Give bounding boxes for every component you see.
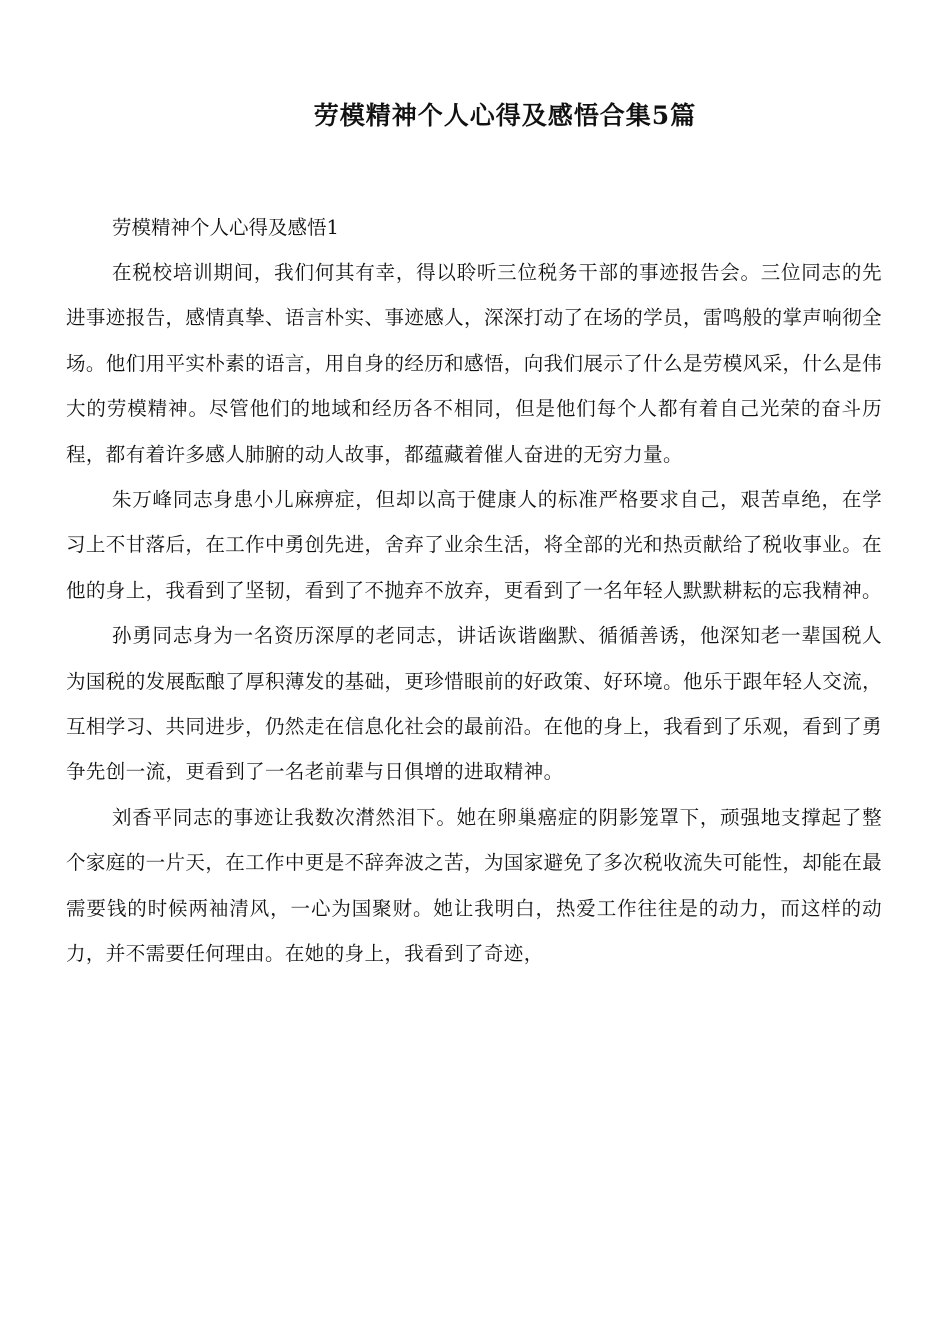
section-heading: 劳模精神个人心得及感悟1 [112,216,339,239]
paragraph-3: 孙勇同志身为一名资历深厚的老同志，讲话诙谐幽默、循循善诱，他深知老一辈国税人为国税的发展酝酿了厚积薄发的基础，更珍惜眼前的好政策、好环境。他乐于跟年轻人交流，互相学习、共同进步，仍然走在信息化社会的最前沿。在他的身上，我看到了乐观，看到了勇争先创一流，更看到了一名老前辈与日俱增的进取精神。 [66,624,882,784]
paragraph-2: 朱万峰同志身患小儿麻痹症，但却以高于健康人的标准严格要求自己，艰苦卓绝，在学习上不甘落后，在工作中勇创先进，舍弃了业余生活，将全部的光和热贡献给了税收事业。在他的身上，我看到了坚韧，看到了不抛弃不放弃，更看到了一名年轻人默默耕耘的忘我精神。 [66,488,882,602]
paragraph-1: 在税校培训期间，我们何其有幸，得以聆听三位税务干部的事迹报告会。三位同志的先进事迹报告，感情真挚、语言朴实、事迹感人，深深打动了在场的学员，雷鸣般的掌声响彻全场。他们用平实朴素的语言，用自身的经历和感悟，向我们展示了什么是劳模风采，什么是伟大的劳模精神。尽管他们的地域和经历各不相同，但是他们每个人都有着自己光荣的奋斗历程，都有着许多感人肺腑的动人故事，都蕴藏着催人奋进的无穷力量。 [66,261,882,466]
paragraph-4: 刘香平同志的事迹让我数次潸然泪下。她在卵巢癌症的阴影笼罩下，顽强地支撑起了整个家庭的一片天，在工作中更是不辞奔波之苦，为国家避免了多次税收流失可能性，却能在最需要钱的时候两袖清风，一心为国聚财。她让我明白，热爱工作往往是的动力，而这样的动力，并不需要任何理由。在她的身上，我看到了奇迹， [66,805,882,966]
document-title: 劳模精神个人心得及感悟合集5篇 [313,101,697,130]
document-body [66,206,882,977]
